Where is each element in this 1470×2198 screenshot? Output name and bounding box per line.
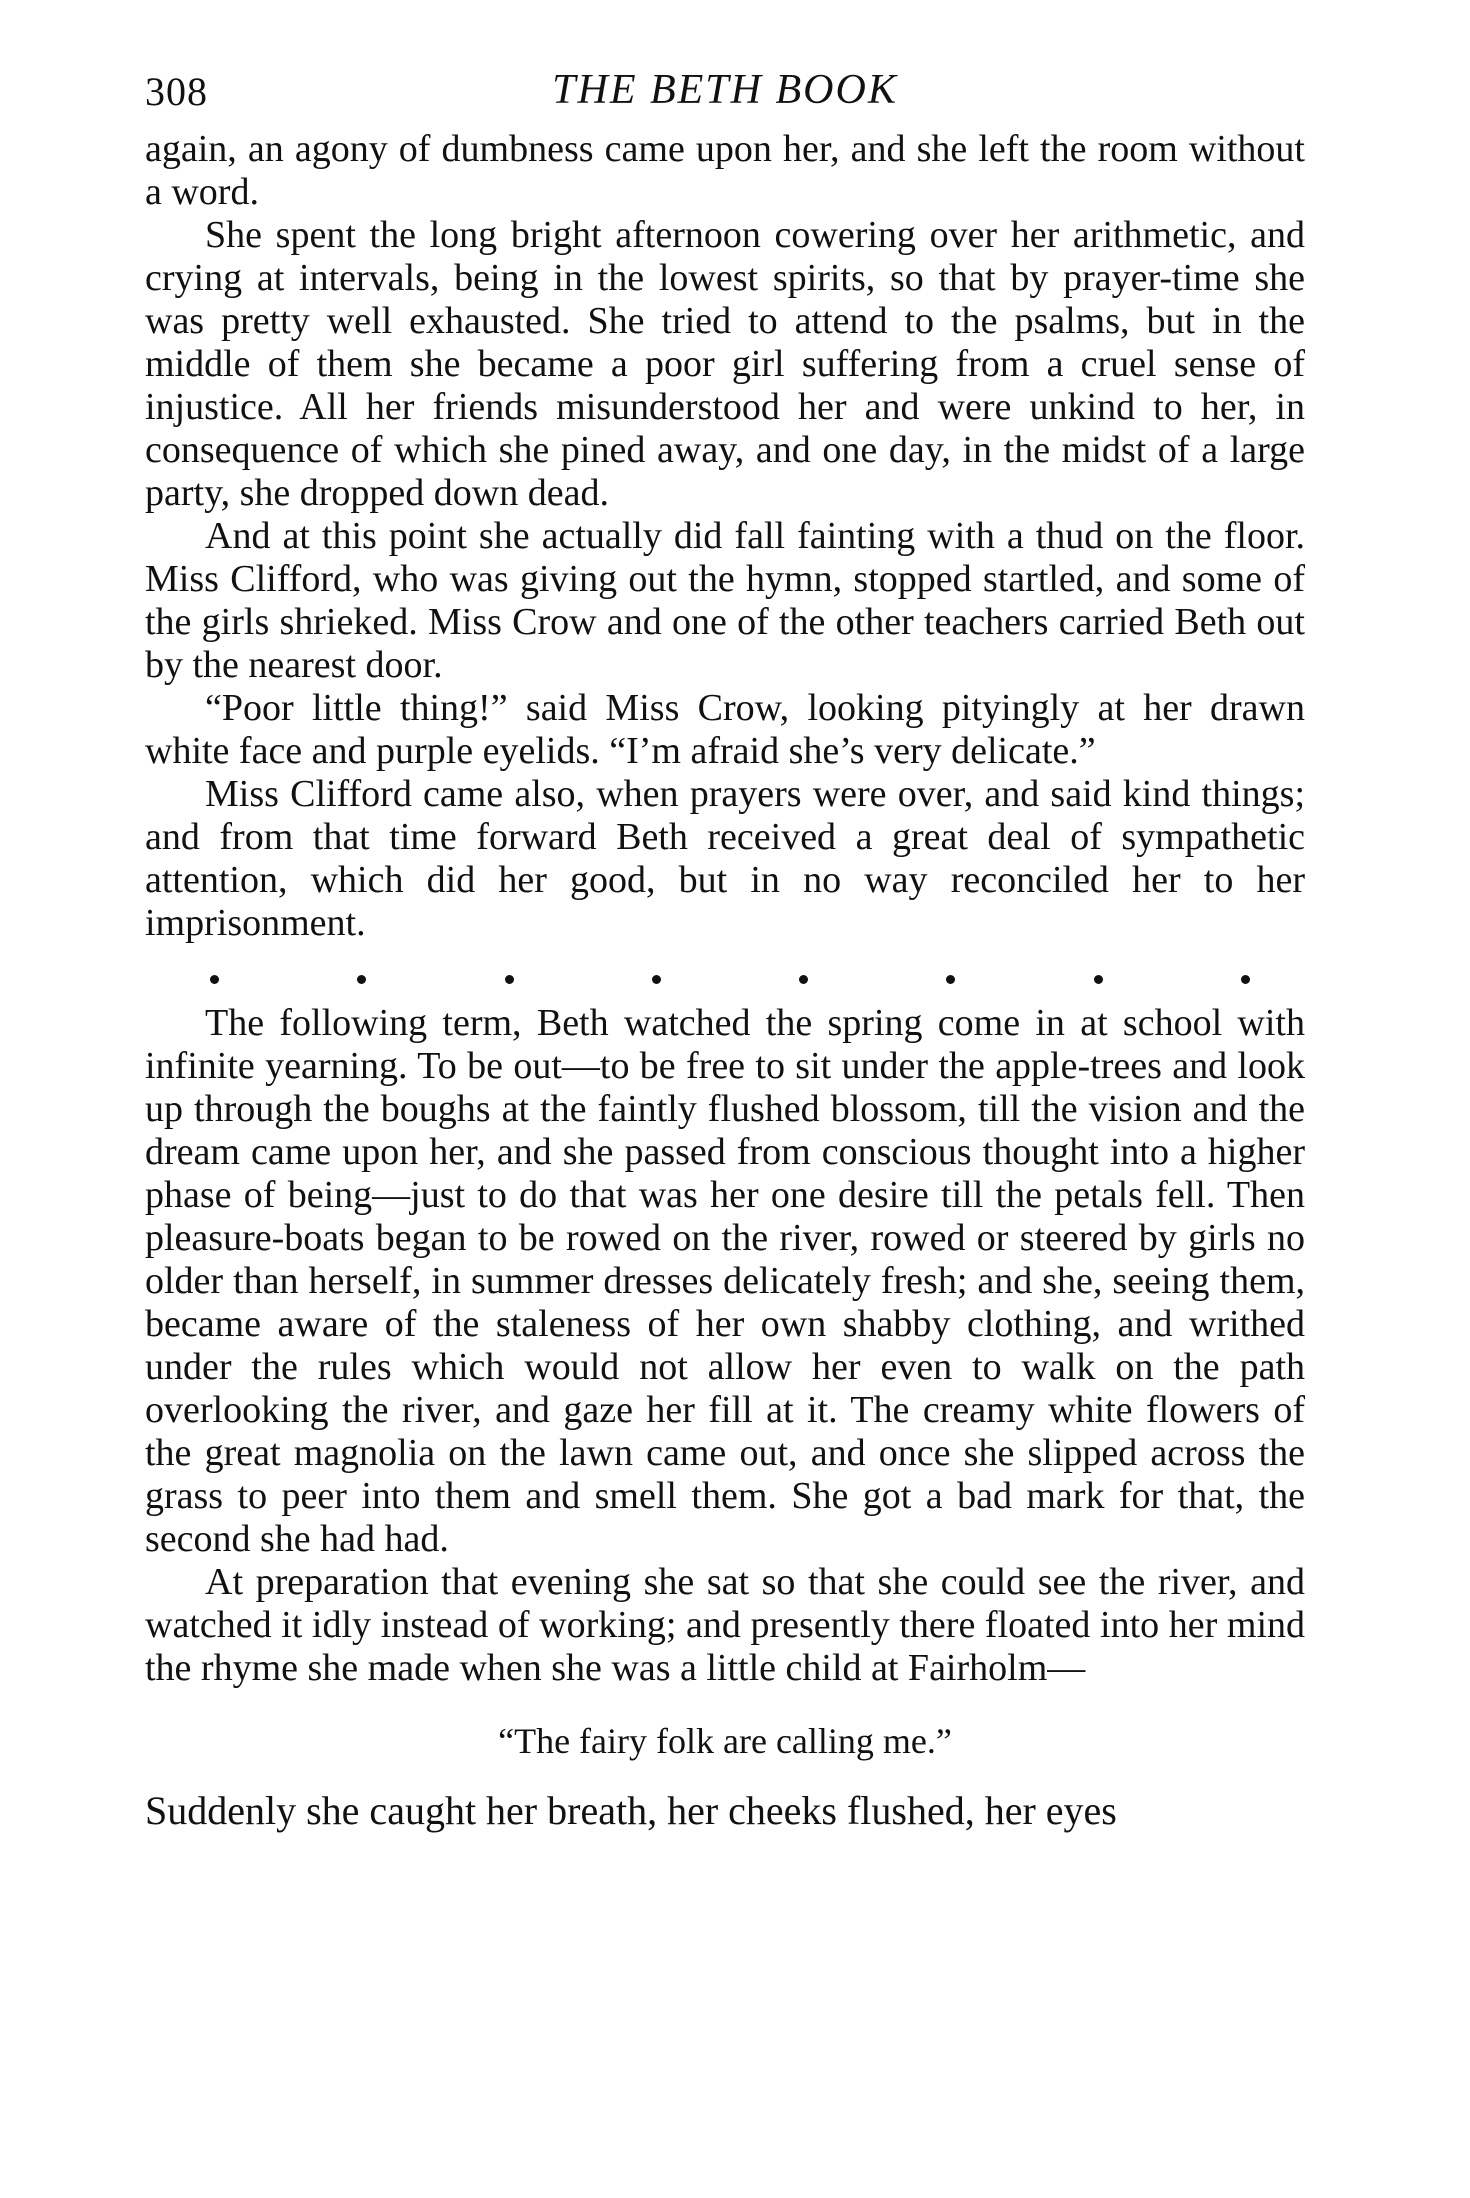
- section-break: [145, 975, 1305, 984]
- page-header: [145, 60, 1305, 122]
- section-break-dot: [210, 975, 219, 984]
- section-break-dot: [652, 975, 661, 984]
- section-break-dot: [946, 975, 955, 984]
- section-break-dot: [799, 975, 808, 984]
- paragraph: And at this point she actually did fall fainting with a thud on the floor. Miss Clifford, who was giving out the hymn, stopped startled, and some of the girls shrieked. Miss Crow and one of the other teachers carried Beth out by the nearest door.: [145, 515, 1305, 686]
- paragraph-last-line: Suddenly she caught her breath, her cheeks flushed, her eyes: [145, 1788, 1117, 1833]
- paragraph: At preparation that evening she sat so that she could see the river, and watched it idly instead of working; and presently there floated into her mind the rhyme she made when she was a little child at Fairholm—: [145, 1561, 1305, 1689]
- book-page: [145, 60, 1305, 1832]
- paragraph-continuation: again, an agony of dumbness came upon her, and she left the room without a word.: [145, 128, 1305, 213]
- page-number: 308: [145, 69, 208, 114]
- running-title: THE BETH BOOK: [552, 67, 898, 113]
- paragraph: “Poor little thing!” said Miss Crow, looking pityingly at her drawn white face and purple eyelids. “I’m afraid she’s very delicate.”: [145, 687, 1305, 772]
- paragraph: Miss Clifford came also, when prayers were over, and said kind things; and from that time forward Beth received a great deal of sympathetic attention, which did her good, but in no way reconciled her to her imprisonment.: [145, 773, 1305, 944]
- block-quote: “The fairy folk are calling me.”: [498, 1721, 952, 1761]
- section-break-dot: [505, 975, 514, 984]
- paragraph: The following term, Beth watched the spring come in at school with infinite yearning. To be out—to be free to sit under the apple-trees and look up through the boughs at the faintly flushed blossom, till the vision and the dream came upon her, and she passed from conscious thought into a higher phase of being—just to do that was her one desire till the petals fell. Then pleasure-boats began to be rowed on the river, rowed or steered by girls no older than herself, in summer dresses delicately fresh; and she, seeing them, became aware of the staleness of her own shabby clothing, and writhed under the rules which would not allow her even to walk on the path overlooking the river, and gaze her fill at it. The creamy white flowers of the great magnolia on the lawn came out, and once she slipped across the grass to peer into them and smell them. She got a bad mark for that, the second she had had.: [145, 1002, 1305, 1560]
- section-break-dot: [357, 975, 366, 984]
- paragraph: She spent the long bright afternoon cowering over her arithmetic, and crying at intervals, being in the lowest spirits, so that by prayer-time she was pretty well exhausted. She tried to attend to the psalms, but in the middle of them she became a poor girl suffering from a cruel sense of injustice. All her friends misunderstood her and were unkind to her, in consequence of which she pined away, and one day, in the midst of a large party, she dropped down dead.: [145, 214, 1305, 514]
- section-break-dot: [1241, 975, 1250, 984]
- section-break-dot: [1094, 975, 1103, 984]
